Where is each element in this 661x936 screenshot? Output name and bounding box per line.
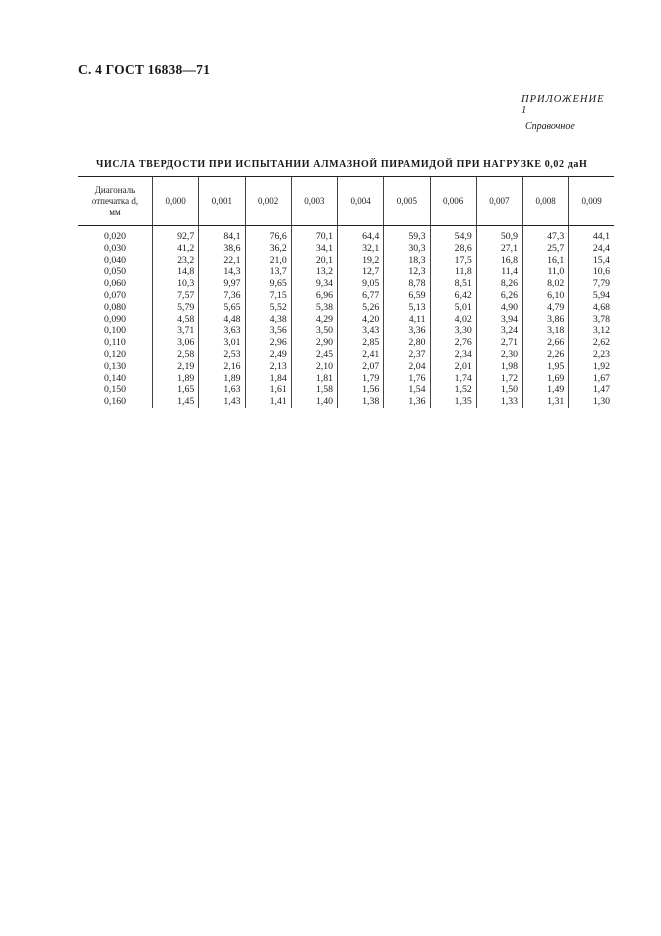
table-row: [78, 243, 614, 255]
hardness-value-cell: 3,94: [476, 314, 522, 326]
hardness-value-cell: 92,7: [153, 226, 199, 243]
hardness-value-cell: 15,4: [569, 255, 614, 267]
hardness-value-cell: 5,52: [245, 302, 291, 314]
hardness-value-cell: 4,38: [245, 314, 291, 326]
diagonal-cell: 0,130: [103, 360, 127, 372]
hardness-value-cell: 44,1: [569, 226, 614, 243]
column-header: 0,008: [523, 177, 569, 226]
hardness-value-cell: 3,01: [199, 337, 245, 349]
hardness-value-cell: 1,40: [291, 396, 337, 408]
hardness-value-cell: 18,3: [384, 255, 430, 267]
hardness-value-cell: 5,26: [338, 302, 384, 314]
hardness-value-cell: 50,9: [476, 226, 522, 243]
hardness-value-cell: 22,1: [199, 255, 245, 267]
hardness-value-cell: 6,96: [291, 290, 337, 302]
appendix-title: ПРИЛОЖЕНИЕ 1: [521, 94, 605, 116]
hardness-value-cell: 4,79: [523, 302, 569, 314]
hardness-value-cell: 3,56: [245, 325, 291, 337]
hardness-value-cell: 10,3: [153, 278, 199, 290]
hardness-value-cell: 3,43: [338, 325, 384, 337]
hardness-value-cell: 4,20: [338, 314, 384, 326]
hardness-value-cell: 2,07: [338, 361, 384, 373]
hardness-value-cell: 16,1: [523, 255, 569, 267]
hardness-value-cell: 2,37: [384, 349, 430, 361]
hardness-table: [78, 176, 614, 408]
table-row: [78, 302, 614, 314]
hardness-value-cell: 2,85: [338, 337, 384, 349]
hardness-value-cell: 7,57: [153, 290, 199, 302]
row-header-cell: [78, 177, 153, 226]
hardness-value-cell: 1,74: [430, 373, 476, 385]
hardness-value-cell: 3,12: [569, 325, 614, 337]
hardness-value-cell: 17,5: [430, 255, 476, 267]
table-row: [78, 226, 614, 243]
hardness-value-cell: 28,6: [430, 243, 476, 255]
hardness-value-cell: 8,78: [384, 278, 430, 290]
hardness-value-cell: 14,3: [199, 266, 245, 278]
hardness-value-cell: 1,92: [569, 361, 614, 373]
hardness-value-cell: 1,36: [384, 396, 430, 408]
table-row: [78, 290, 614, 302]
diagonal-cell: 0,060: [103, 278, 127, 290]
table-row: [78, 278, 614, 290]
column-header: 0,007: [476, 177, 522, 226]
hardness-value-cell: 34,1: [291, 243, 337, 255]
hardness-value-cell: 1,76: [384, 373, 430, 385]
table-row: [78, 361, 614, 373]
hardness-value-cell: 32,1: [338, 243, 384, 255]
hardness-value-cell: 14,8: [153, 266, 199, 278]
hardness-value-cell: 36,2: [245, 243, 291, 255]
table-row: [78, 325, 614, 337]
table-row: [78, 266, 614, 278]
hardness-value-cell: 5,13: [384, 302, 430, 314]
hardness-value-cell: 1,31: [523, 396, 569, 408]
hardness-value-cell: 1,41: [245, 396, 291, 408]
hardness-value-cell: 12,3: [384, 266, 430, 278]
hardness-value-cell: 38,6: [199, 243, 245, 255]
hardness-value-cell: 1,98: [476, 361, 522, 373]
hardness-value-cell: 5,94: [569, 290, 614, 302]
hardness-value-cell: 4,58: [153, 314, 199, 326]
hardness-value-cell: 11,4: [476, 266, 522, 278]
hardness-value-cell: 1,50: [476, 384, 522, 396]
hardness-value-cell: 8,26: [476, 278, 522, 290]
table-body: [78, 226, 614, 408]
hardness-value-cell: 1,52: [430, 384, 476, 396]
hardness-value-cell: 27,1: [476, 243, 522, 255]
hardness-value-cell: 2,49: [245, 349, 291, 361]
hardness-value-cell: 6,59: [384, 290, 430, 302]
diagonal-cell: 0,100: [103, 325, 127, 337]
hardness-value-cell: 5,65: [199, 302, 245, 314]
hardness-value-cell: 4,68: [569, 302, 614, 314]
hardness-value-cell: 6,26: [476, 290, 522, 302]
hardness-value-cell: 2,34: [430, 349, 476, 361]
hardness-value-cell: 6,77: [338, 290, 384, 302]
column-header: 0,001: [199, 177, 245, 226]
hardness-value-cell: 1,72: [476, 373, 522, 385]
hardness-value-cell: 3,06: [153, 337, 199, 349]
diagonal-cell: 0,080: [103, 301, 127, 313]
hardness-value-cell: 6,42: [430, 290, 476, 302]
hardness-value-cell: 2,76: [430, 337, 476, 349]
column-header: 0,003: [291, 177, 337, 226]
hardness-value-cell: 3,78: [569, 314, 614, 326]
diagonal-cell: 0,120: [103, 348, 127, 360]
table-header-row: [78, 177, 614, 226]
hardness-value-cell: 1,43: [199, 396, 245, 408]
hardness-value-cell: 1,38: [338, 396, 384, 408]
hardness-value-cell: 30,3: [384, 243, 430, 255]
hardness-value-cell: 1,54: [384, 384, 430, 396]
hardness-value-cell: 7,79: [569, 278, 614, 290]
hardness-value-cell: 84,1: [199, 226, 245, 243]
hardness-value-cell: 25,7: [523, 243, 569, 255]
hardness-value-cell: 2,45: [291, 349, 337, 361]
hardness-value-cell: 2,96: [245, 337, 291, 349]
hardness-value-cell: 11,8: [430, 266, 476, 278]
hardness-value-cell: 2,23: [569, 349, 614, 361]
hardness-value-cell: 7,36: [199, 290, 245, 302]
row-header-line: отпечатка d,: [91, 195, 139, 206]
hardness-value-cell: 3,36: [384, 325, 430, 337]
column-header: 0,002: [245, 177, 291, 226]
hardness-value-cell: 4,48: [199, 314, 245, 326]
hardness-value-cell: 3,50: [291, 325, 337, 337]
hardness-value-cell: 1,63: [199, 384, 245, 396]
hardness-value-cell: 1,47: [569, 384, 614, 396]
hardness-value-cell: 3,71: [153, 325, 199, 337]
column-header: 0,005: [384, 177, 430, 226]
hardness-value-cell: 1,45: [153, 396, 199, 408]
hardness-value-cell: 4,29: [291, 314, 337, 326]
diagonal-cell: 0,160: [103, 396, 127, 408]
hardness-value-cell: 4,90: [476, 302, 522, 314]
hardness-value-cell: 2,16: [199, 361, 245, 373]
hardness-value-cell: 8,51: [430, 278, 476, 290]
table-row: [78, 314, 614, 326]
diagonal-cell: 0,150: [103, 384, 127, 396]
hardness-value-cell: 2,71: [476, 337, 522, 349]
hardness-value-cell: 54,9: [430, 226, 476, 243]
row-header-line: Диагональ: [94, 184, 136, 195]
diagonal-cell: 0,090: [103, 313, 127, 325]
hardness-value-cell: 5,38: [291, 302, 337, 314]
hardness-value-cell: 3,24: [476, 325, 522, 337]
diagonal-cell: 0,020: [103, 231, 127, 242]
hardness-value-cell: 2,30: [476, 349, 522, 361]
hardness-value-cell: 3,86: [523, 314, 569, 326]
hardness-value-cell: 6,10: [523, 290, 569, 302]
hardness-value-cell: 1,35: [430, 396, 476, 408]
hardness-value-cell: 64,4: [338, 226, 384, 243]
diagonal-cell: 0,040: [103, 254, 127, 266]
hardness-value-cell: 21,0: [245, 255, 291, 267]
diagonal-cell: 0,050: [103, 266, 127, 278]
hardness-value-cell: 1,81: [291, 373, 337, 385]
hardness-value-cell: 4,02: [430, 314, 476, 326]
hardness-value-cell: 1,58: [291, 384, 337, 396]
hardness-value-cell: 1,69: [523, 373, 569, 385]
table-row: [78, 255, 614, 267]
hardness-value-cell: 1,33: [476, 396, 522, 408]
table-row: [78, 337, 614, 349]
column-header: 0,000: [153, 177, 199, 226]
hardness-value-cell: 10,6: [569, 266, 614, 278]
table-row: [78, 384, 614, 396]
hardness-value-cell: 2,01: [430, 361, 476, 373]
column-header: 0,006: [430, 177, 476, 226]
hardness-value-cell: 8,02: [523, 278, 569, 290]
hardness-value-cell: 2,10: [291, 361, 337, 373]
hardness-value-cell: 16,8: [476, 255, 522, 267]
hardness-value-cell: 9,34: [291, 278, 337, 290]
table-row: [78, 349, 614, 361]
hardness-value-cell: 41,2: [153, 243, 199, 255]
column-header: 0,004: [338, 177, 384, 226]
hardness-value-cell: 2,26: [523, 349, 569, 361]
hardness-value-cell: 2,58: [153, 349, 199, 361]
hardness-value-cell: 12,7: [338, 266, 384, 278]
hardness-value-cell: 20,1: [291, 255, 337, 267]
hardness-value-cell: 2,62: [569, 337, 614, 349]
hardness-value-cell: 2,80: [384, 337, 430, 349]
column-header: 0,009: [569, 177, 614, 226]
hardness-value-cell: 2,41: [338, 349, 384, 361]
hardness-value-cell: 1,67: [569, 373, 614, 385]
hardness-value-cell: 3,30: [430, 325, 476, 337]
hardness-value-cell: 2,90: [291, 337, 337, 349]
hardness-value-cell: 1,30: [569, 396, 614, 408]
hardness-value-cell: 3,63: [199, 325, 245, 337]
page-header: С. 4 ГОСТ 16838—71: [78, 62, 211, 77]
hardness-value-cell: 11,0: [523, 266, 569, 278]
hardness-value-cell: 2,66: [523, 337, 569, 349]
hardness-value-cell: 1,65: [153, 384, 199, 396]
hardness-value-cell: 19,2: [338, 255, 384, 267]
hardness-value-cell: 7,15: [245, 290, 291, 302]
hardness-value-cell: 2,19: [153, 361, 199, 373]
table-row: [78, 396, 614, 408]
hardness-value-cell: 2,53: [199, 349, 245, 361]
hardness-value-cell: 9,05: [338, 278, 384, 290]
hardness-value-cell: 47,3: [523, 226, 569, 243]
diagonal-cell: 0,070: [103, 289, 127, 301]
hardness-value-cell: 1,49: [523, 384, 569, 396]
hardness-value-cell: 2,04: [384, 361, 430, 373]
hardness-value-cell: 76,6: [245, 226, 291, 243]
hardness-value-cell: 4,11: [384, 314, 430, 326]
hardness-value-cell: 1,95: [523, 361, 569, 373]
diagonal-cell: 0,110: [104, 337, 126, 349]
hardness-value-cell: 1,61: [245, 384, 291, 396]
row-header-line: мм: [109, 206, 121, 217]
appendix-block: [521, 94, 613, 132]
hardness-value-cell: 13,2: [291, 266, 337, 278]
hardness-value-cell: 5,01: [430, 302, 476, 314]
hardness-value-cell: 1,89: [153, 373, 199, 385]
hardness-value-cell: 3,18: [523, 325, 569, 337]
appendix-subtitle: Справочное: [525, 121, 575, 132]
hardness-value-cell: 9,97: [199, 278, 245, 290]
hardness-value-cell: 23,2: [153, 255, 199, 267]
hardness-value-cell: 70,1: [291, 226, 337, 243]
table-title: ЧИСЛА ТВЕРДОСТИ ПРИ ИСПЫТАНИИ АЛМАЗНОЙ ПИРАМИДОЙ ПРИ НАГРУЗКЕ 0,02 даН: [96, 159, 588, 170]
hardness-value-cell: 1,89: [199, 373, 245, 385]
hardness-value-cell: 1,79: [338, 373, 384, 385]
table-row: [78, 373, 614, 385]
hardness-value-cell: 9,65: [245, 278, 291, 290]
hardness-value-cell: 24,4: [569, 243, 614, 255]
hardness-value-cell: 2,13: [245, 361, 291, 373]
hardness-value-cell: 13,7: [245, 266, 291, 278]
hardness-value-cell: 1,84: [245, 373, 291, 385]
hardness-value-cell: 59,3: [384, 226, 430, 243]
diagonal-cell: 0,140: [103, 372, 127, 384]
diagonal-cell: 0,030: [103, 242, 127, 254]
hardness-value-cell: 5,79: [153, 302, 199, 314]
hardness-value-cell: 1,56: [338, 384, 384, 396]
